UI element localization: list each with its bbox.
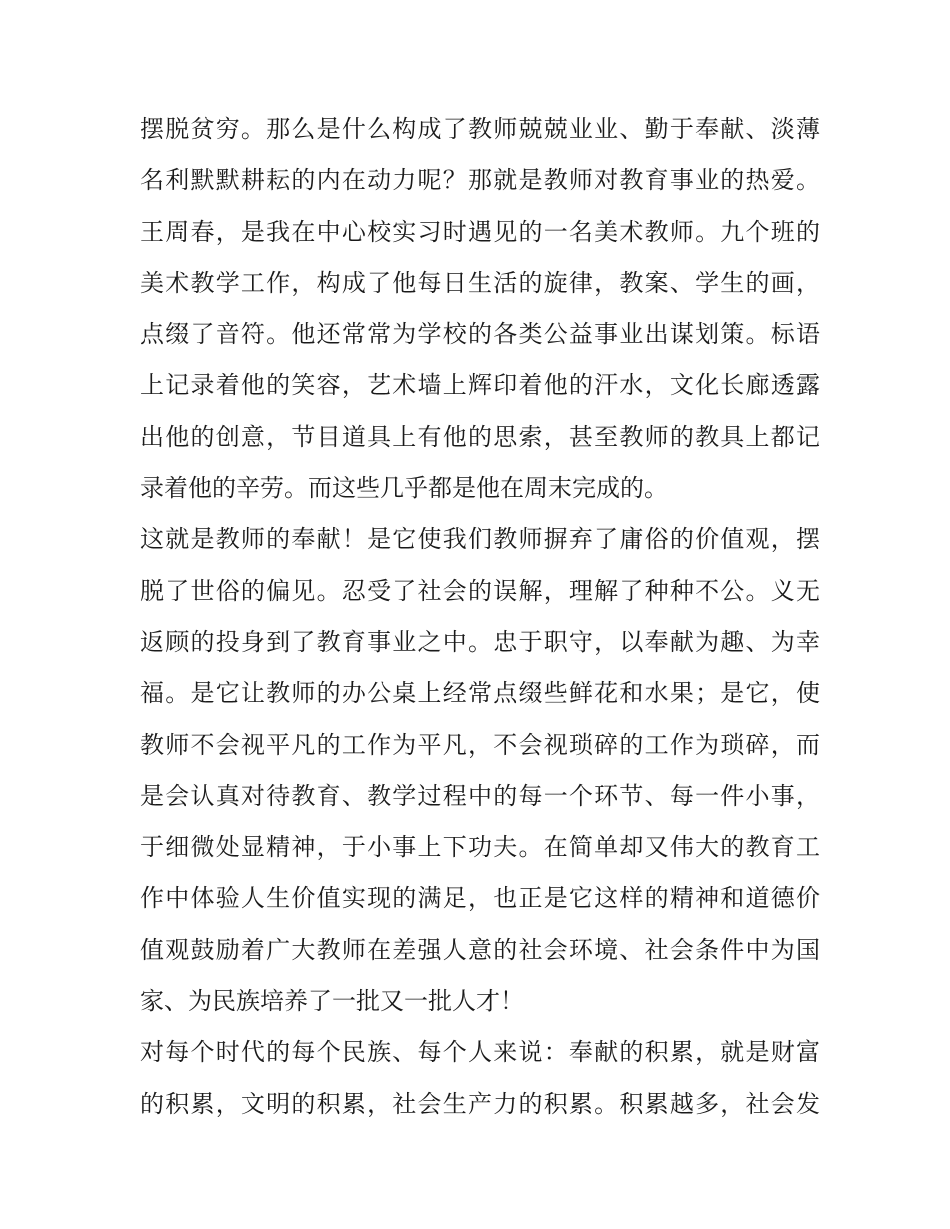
text-line-19: 对每个时代的每个民族、每个人来说：奉献的积累，就是财富 [140,1038,820,1067]
text-line-14: 是会认真对待教育、教学过程中的每一个环节、每一件小事， [140,781,820,810]
body-text [140,104,820,1130]
text-line-11: 返顾的投身到了教育事业之中。忠于职守，以奉献为趣、为幸 [140,627,820,656]
text-line-4: 美术教学工作，构成了他每日生活的旋律，教案、学生的画， [140,268,820,297]
text-line-10: 脱了世俗的偏见。忍受了社会的误解，理解了种种不公。义无 [140,576,820,605]
text-line-1: 摆脱贫穷。那么是什么构成了教师兢兢业业、勤于奉献、淡薄 [140,115,820,143]
text-line-7: 出他的创意，节目道具上有他的思索，甚至教师的教具上都记 [140,422,820,451]
text-line-3: 王周春，是我在中心校实习时遇见的一名美术教师。九个班的 [140,217,820,246]
text-line-6: 上记录着他的笑容，艺术墙上辉印着他的汗水，文化长廊透露 [140,371,820,400]
text-line-16: 作中体验人生价值实现的满足，也正是它这样的精神和道德价 [140,884,820,913]
text-line-17: 值观鼓励着广大教师在差强人意的社会环境、社会条件中为国 [140,935,820,964]
text-line-5: 点缀了音符。他还常常为学校的各类公益事业出谋划策。标语 [140,320,820,349]
text-line-8: 录着他的辛劳。而这些几乎都是他在周末完成的。 [140,474,668,503]
text-line-9: 这就是教师的奉献！是它使我们教师摒弃了庸俗的价值观，摆 [140,525,820,554]
text-line-15: 于细微处显精神，于小事上下功夫。在简单却又伟大的教育工 [140,833,820,862]
text-line-18: 家、为民族培养了一批又一批人才！ [140,987,524,1016]
text-line-13: 教师不会视平凡的工作为平凡，不会视琐碎的工作为琐碎，而 [140,730,820,759]
text-line-20: 的积累，文明的积累，社会生产力的积累。积累越多，社会发 [140,1089,820,1118]
text-line-12: 福。是它让教师的办公桌上经常点缀些鲜花和水果；是它，使 [140,679,820,708]
text-line-2: 名利默默耕耘的内在动力呢？那就是教师对教育事业的热爱。 [140,166,820,195]
